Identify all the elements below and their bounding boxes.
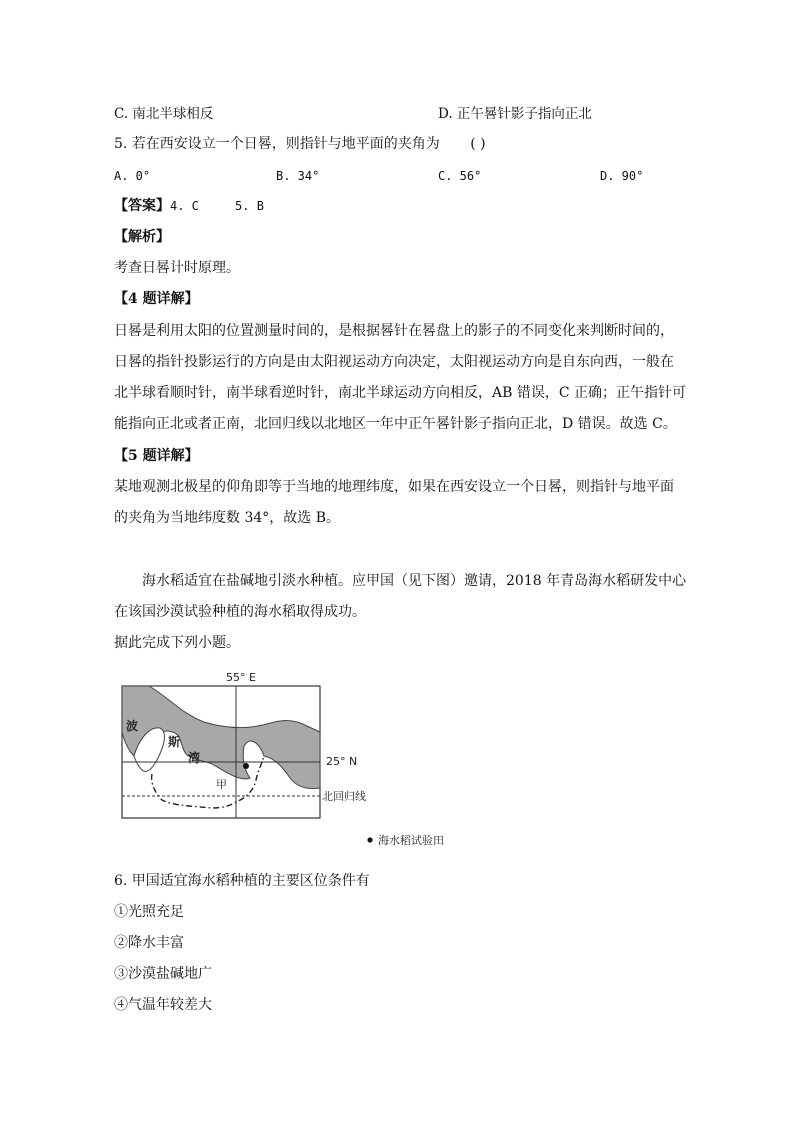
- q6-item-2: ②降水丰富: [114, 935, 184, 951]
- answer-label: 【答案】: [114, 198, 170, 214]
- passage-line-2: 在该国沙漠试验种植的海水稻取得成功。: [114, 604, 366, 620]
- gulf-char-3: 湾: [188, 751, 201, 765]
- analysis-text: 考查日晷计时原理。: [114, 260, 240, 276]
- q6-stem: 6. 甲国适宜海水稻种植的主要区位条件有: [114, 873, 370, 889]
- detail4-label: 【4 题详解】: [114, 291, 199, 307]
- tropic-label: 北回归线: [322, 790, 366, 803]
- detail5-line-1: 某地观测北极星的仰角即等于当地的地理纬度，如果在西安设立一个日晷，则指针与地平面: [114, 479, 674, 495]
- q5-option-c: C. 56°: [438, 169, 482, 183]
- test-field-dot: [243, 763, 249, 769]
- longitude-label: 55° E: [226, 671, 256, 684]
- detail4-line-2: 日晷的指针投影运行的方向是由太阳视运动方向决定，太阳视运动方向是自东向西，一般在: [114, 354, 674, 370]
- answer-text: 4. C 5. B: [170, 199, 264, 213]
- q5-option-a: A. 0°: [114, 169, 151, 183]
- q6-item-4: ④气温年较差大: [114, 997, 212, 1013]
- q5-answer-paren: ( ): [470, 136, 486, 152]
- answer-line: [114, 196, 264, 216]
- gulf-char-2: 斯: [168, 735, 181, 749]
- legend-label: 海水稻试验田: [378, 834, 444, 847]
- q6-item-3: ③沙漠盐碱地广: [114, 966, 212, 982]
- q5-option-d: D. 90°: [600, 169, 644, 183]
- q5-option-b: B. 34°: [276, 169, 320, 183]
- q5-stem-text: 5. 若在西安设立一个日晷，则指针与地平面的夹角为: [114, 136, 440, 152]
- legend-dot: [367, 837, 372, 842]
- country-label: 甲: [216, 778, 227, 791]
- q5-stem: [114, 134, 486, 154]
- detail4-line-4: 能指向正北或者正南，北回归线以北地区一年中正午晷针影子指向正北，D 错误。故选 C。: [114, 416, 677, 432]
- latitude-label: 25° N: [326, 755, 358, 768]
- detail4-line-1: 日晷是利用太阳的位置测量时间的，是根据晷针在晷盘上的影子的不同变化来判断时间的，: [114, 323, 674, 339]
- passage-line-3: 据此完成下列小题。: [114, 635, 240, 651]
- detail5-line-2: 的夹角为当地纬度数 34°，故选 B。: [114, 510, 341, 526]
- q6-item-1: ①光照充足: [114, 904, 184, 920]
- detail4-line-3: 北半球看顺时针，南半球看逆时针，南北半球运动方向相反，AB 错误，C 正确；正午指针可: [114, 385, 687, 401]
- persian-gulf-map: [112, 666, 482, 852]
- passage-line-1: 海水稻适宜在盐碱地引淡水种植。应甲国（见下图）邀请，2018 年青岛海水稻研发中心: [142, 573, 687, 589]
- gulf-char-1: 波: [126, 719, 139, 733]
- analysis-label: 【解析】: [114, 229, 170, 245]
- q4-option-c: C. 南北半球相反: [114, 106, 214, 122]
- q4-option-d: D. 正午晷针影子指向正北: [438, 106, 592, 122]
- detail5-label: 【5 题详解】: [114, 448, 199, 464]
